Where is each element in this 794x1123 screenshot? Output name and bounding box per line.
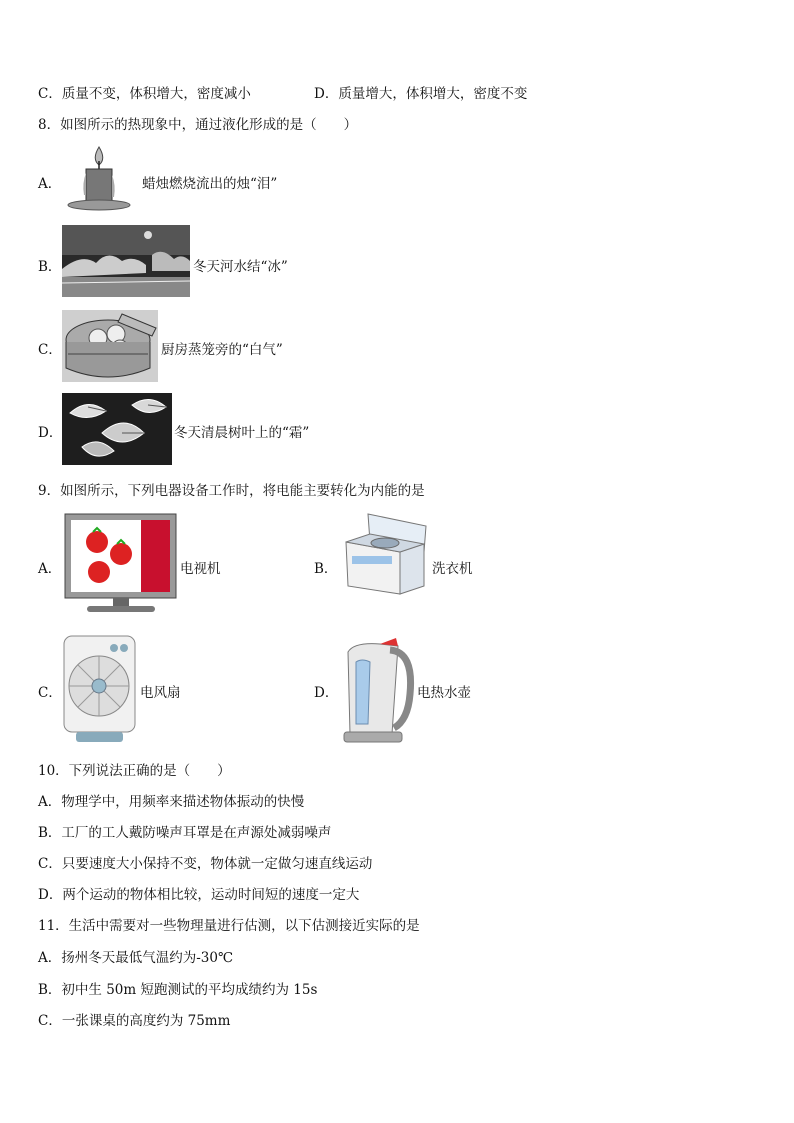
frost-leaves-image — [62, 393, 172, 465]
steamer-image — [62, 310, 158, 382]
q7-option-d: D．质量增大，体积增大，密度不变 — [314, 86, 528, 102]
q8-option-b-letter: B． — [38, 259, 62, 275]
q10-stem: 10．下列说法正确的是（ ） — [38, 763, 231, 779]
q8-option-d-letter: D． — [38, 425, 63, 441]
q9-option-b-letter: B． — [314, 561, 338, 577]
television-image — [63, 512, 178, 617]
q9-option-d-letter: D． — [314, 685, 339, 701]
q9-option-b-caption: 洗衣机 — [432, 561, 473, 577]
q11-option-b: B．初中生 50m 短跑测试的平均成绩约为 15s — [38, 982, 318, 998]
q8-option-b-caption: 冬天河水结“冰” — [193, 259, 288, 275]
electric-fan-image — [62, 634, 137, 746]
q8-option-d-caption: 冬天清晨树叶上的“霜” — [174, 425, 310, 441]
q10-option-c: C．只要速度大小保持不变，物体就一定做匀速直线运动 — [38, 856, 373, 872]
q11-option-c: C．一张课桌的高度约为 75mm — [38, 1013, 231, 1029]
q9-option-c-letter: C． — [38, 685, 62, 701]
q11-stem: 11．生活中需要对一些物理量进行估测，以下估测接近实际的是 — [38, 918, 420, 934]
q11-option-a: A．扬州冬天最低气温约为-30℃ — [38, 950, 234, 966]
q10-option-d: D．两个运动的物体相比较，运动时间短的速度一定大 — [38, 887, 360, 903]
q8-option-c-caption: 厨房蒸笼旁的“白气” — [161, 342, 283, 358]
q9-option-a-letter: A． — [38, 561, 62, 577]
q7-option-c: C．质量不变，体积增大，密度减小 — [38, 86, 251, 102]
q8-option-a-letter: A． — [38, 176, 62, 192]
q10-option-a: A．物理学中，用频率来描述物体振动的快慢 — [38, 794, 305, 810]
q9-option-d-caption: 电热水壶 — [417, 685, 471, 701]
q9-option-a-caption: 电视机 — [180, 561, 221, 577]
q9-option-c-caption: 电风扇 — [140, 685, 181, 701]
frozen-river-image — [62, 225, 190, 297]
q8-stem: 8．如图所示的热现象中，通过液化形成的是（ ） — [38, 117, 358, 133]
q8-option-a-caption: 蜡烛燃烧流出的烛“泪” — [142, 176, 278, 192]
q10-option-b: B．工厂的工人戴防噪声耳罩是在声源处减弱噪声 — [38, 825, 332, 841]
washing-machine-image — [340, 512, 430, 596]
electric-kettle-image — [340, 636, 415, 746]
candle-image — [66, 143, 132, 211]
q9-stem: 9．如图所示，下列电器设备工作时，将电能主要转化为内能的是 — [38, 483, 425, 499]
q8-option-c-letter: C． — [38, 342, 62, 358]
